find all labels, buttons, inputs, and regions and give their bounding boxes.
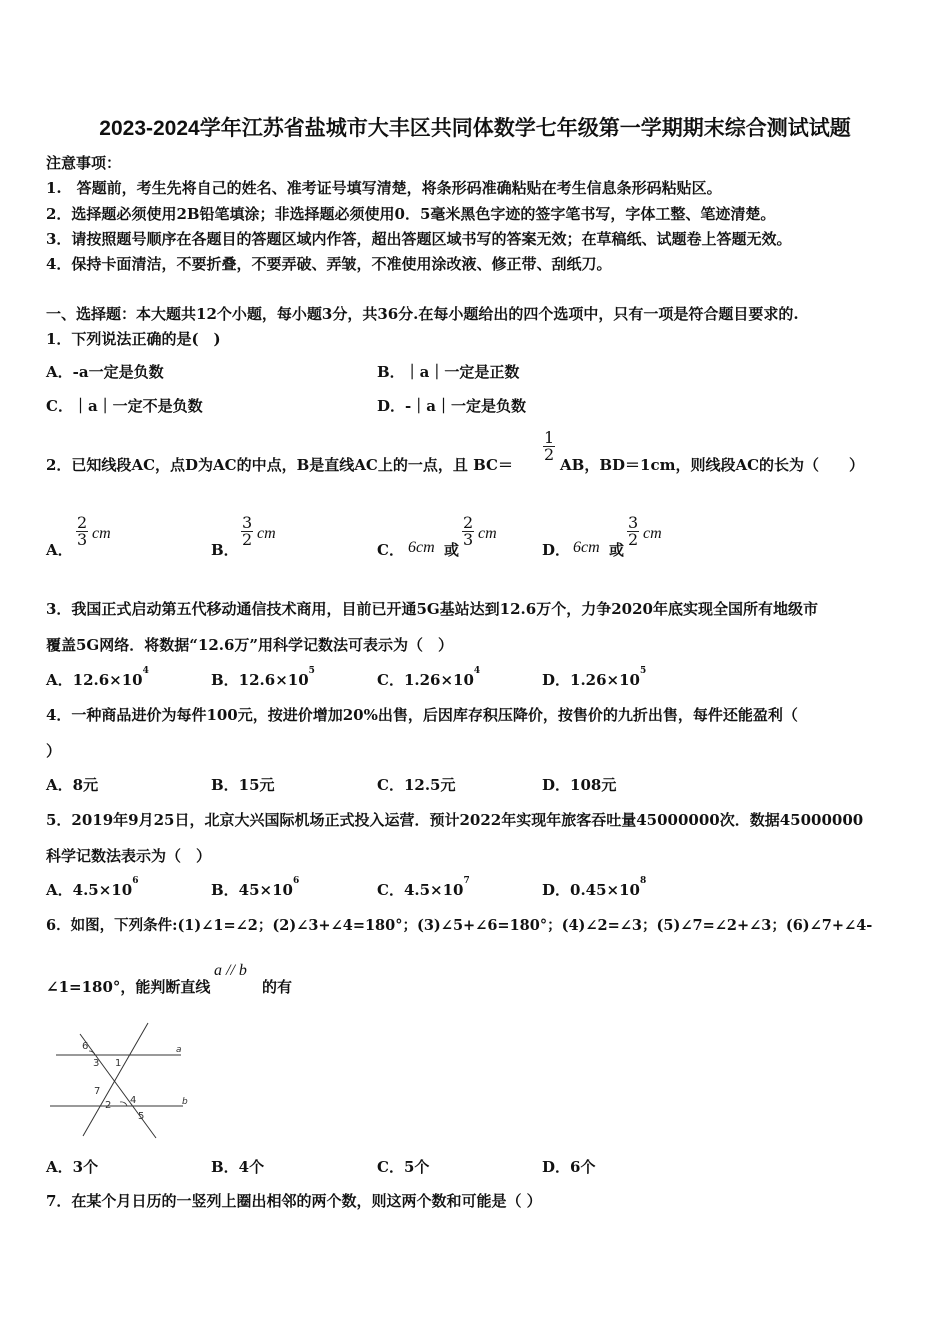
q3-line2: 覆盖5G网络．将数据“12.6万”用科学记数法可表示为（ ） [46,636,454,654]
q3-option-c-base: C．1.26×10 [377,671,474,689]
q1-option-c: C．｜a｜一定不是负数 [46,397,203,415]
q3-option-d-exp: 5 [639,666,647,676]
q3-option-d [542,666,647,690]
q4-option-d: D．108元 [542,776,617,794]
q2-option-b-label: B． [211,541,239,559]
fig-label-b: b [182,1097,188,1107]
q6-figure [46,1018,196,1142]
q5-option-a [46,876,139,900]
q5-option-b-exp: 6 [293,876,300,886]
q1-option-a: A．-a一定是负数 [46,363,164,381]
q3-option-a-exp: 4 [142,666,149,676]
q2-fraction-den: 2 [544,445,555,464]
q3-option-b-exp: 5 [308,666,315,676]
q5-option-b-base: B．45×10 [211,881,293,899]
fig-label-6: 6 [82,1041,89,1052]
q2-fraction [543,430,555,463]
q5-option-d [542,876,647,900]
q2-option-d-fraction [627,515,639,548]
q3-option-c [377,666,481,690]
notice-item-4: 4．保持卡面清洁，不要折叠，不要弄破、弄皱，不准使用涂改液、修正带、刮纸刀。 [46,255,612,273]
notice-heading: 注意事项： [46,154,122,172]
q2-option-a-label: A． [46,541,73,559]
q5-option-c-exp: 7 [463,876,470,886]
q1-option-b: B．｜a｜一定是正数 [377,363,520,381]
notice-item-1: 1. 答题前，考生先将自己的姓名、准考证号填写清楚，将条形码准确粘贴在考生信息条形码粘贴区。 [46,179,722,197]
q2-option-c-label: C． [377,541,404,559]
q2-option-a-fraction [76,515,88,548]
q2-option-a-num: 2 [77,513,88,532]
q4-line2: ） [46,742,62,760]
q7-stem: 7．在某个月日历的一竖列上圈出相邻的两个数，则这两个数和可能是（ ） [46,1192,542,1210]
q3-line1: 3．我国正式启动第五代移动通信技术商用，目前已开通5G基站达到12.6万个，力争2020年底实现全国所有地级市 [46,600,818,618]
q3-option-d-base: D．1.26×10 [542,671,640,689]
q5-line2: 科学记数法表示为（ ） [46,847,212,865]
q3-option-a [46,666,149,690]
q2-option-d-unit: cm [643,525,662,542]
q6-option-b: B．4个 [211,1158,265,1176]
fig-label-7: 7 [94,1086,101,1097]
q2-option-c-unit: cm [478,525,497,542]
fig-label-4: 4 [130,1095,137,1106]
fig-label-3: 3 [93,1058,100,1069]
angle-arc-4 [120,1102,127,1106]
angle-arc-3 [89,1051,95,1055]
q5-option-c [377,876,470,900]
q6-line2-post: 的有 [262,978,293,996]
q3-option-c-exp: 4 [473,666,481,676]
q6-line1: 6．如图，下列条件:(1)∠1=∠2；(2)∠3+∠4=180°；(3)∠5+∠6=180°；(4)∠2=∠3；(5)∠7=∠2+∠3；(6)∠7+∠4- [46,917,873,934]
q4-option-c: C．12.5元 [377,776,456,794]
q3-option-b [211,666,315,690]
q5-option-c-base: C．4.5×10 [377,881,464,899]
q2-option-b-num: 3 [242,513,253,532]
q5-option-a-base: A．4.5×10 [46,881,133,899]
q2-option-d-den: 2 [628,530,639,549]
q2-option-c-den: 3 [463,530,474,549]
q4-option-a: A．8元 [46,776,99,794]
q4-line1: 4．一种商品进价为每件100元，按进价增加20%出售，后因库存积压降价，按售价的九折出售，每件还能盈利（ [46,706,798,724]
q5-option-b [211,876,300,900]
q1-option-d: D．-｜a｜一定是负数 [377,397,526,415]
q2-option-d-num: 3 [628,513,639,532]
q2-option-c-num: 2 [463,513,474,532]
q2-option-d-pre: 6cm [573,539,600,556]
q6-option-c: C．5个 [377,1158,430,1176]
q6-option-a: A．3个 [46,1158,99,1176]
q1-stem: 1．下列说法正确的是( ) [46,330,221,348]
q2-stem-pre: 2．已知线段AC，点D为AC的中点，B是直线AC上的一点，且 BC＝ [46,456,513,474]
fig-label-a: a [176,1045,182,1055]
q4-option-b: B．15元 [211,776,275,794]
q2-option-d-label: D． [542,541,571,559]
fig-label-2: 2 [105,1100,112,1111]
q2-fraction-num: 1 [544,428,555,447]
q5-option-d-base: D．0.45×10 [542,881,640,899]
q2-stem-post: AB，BD＝1cm，则线段AC的长为（ ） [560,456,865,474]
q2-option-b-fraction [241,515,253,548]
q2-option-a-unit: cm [92,525,111,542]
fig-label-1: 1 [115,1058,122,1069]
q6-option-d: D．6个 [542,1158,596,1176]
q2-option-d-or: 或 [609,541,625,559]
q3-option-a-base: A．12.6×10 [46,671,143,689]
q5-line1: 5．2019年9月25日，北京大兴国际机场正式投入运营．预计2022年实现年旅客吞吐量45000000次．数据45000000 [46,811,864,829]
transversal-1 [80,1034,156,1138]
q2-option-c-fraction [462,515,474,548]
page-title: 2023-2024学年江苏省盐城市大丰区共同体数学七年级第一学期期末综合测试试题 [99,117,851,140]
notice-item-2: 2．选择题必须使用2B铅笔填涂；非选择题必须使用0．5毫米黑色字迹的签字笔书写，字体工整、笔迹清楚。 [46,205,776,223]
q2-option-b-den: 2 [242,530,253,549]
q5-option-a-exp: 6 [132,876,139,886]
q2-option-a-den: 3 [77,530,88,549]
q2-option-c-pre: 6cm [408,539,435,556]
q6-line2-pre: ∠1=180°，能判断直线 [46,978,211,996]
section-heading: 一、选择题：本大题共12个小题，每小题3分，共36分.在每小题给出的四个选项中，只有一项是符合题目要求的. [46,305,799,323]
q5-option-d-exp: 8 [639,876,647,886]
notice-item-3: 3．请按照题号顺序在各题目的答题区域内作答，超出答题区域书写的答案无效；在草稿纸、试题卷上答题无效。 [46,230,792,248]
q3-option-b-base: B．12.6×10 [211,671,309,689]
q2-option-c-or: 或 [444,541,460,559]
q2-option-b-unit: cm [257,525,276,542]
q6-line2-math: a // b [214,962,247,979]
fig-label-5: 5 [138,1111,145,1122]
